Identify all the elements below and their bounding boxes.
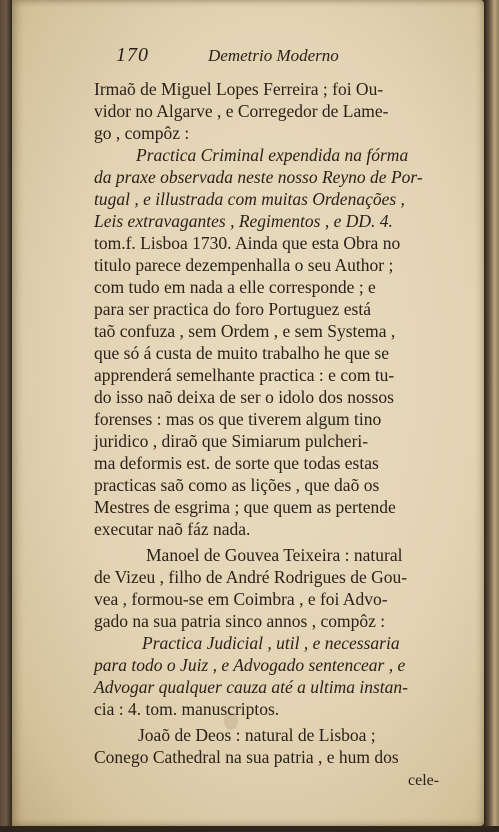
text-line: go , compôz : <box>94 123 190 143</box>
catchword: cele- <box>408 772 440 789</box>
text-line: Irmaõ de Miguel Lopes Ferreira ; foi Ou- <box>94 79 384 99</box>
text-line: vea , formou-se em Coimbra , e foi Advo- <box>94 589 388 609</box>
text-line: practicas saõ como as lições , que daõ os <box>94 475 380 495</box>
text-line: cia : 4. tom. manuscriptos. <box>94 699 280 719</box>
text-line: que só á custa de muito trabalho he que se <box>94 343 389 363</box>
text-line: Advogar qualquer cauza até a ultima instan- <box>94 677 409 697</box>
text-line: gado na sua patria sinco annos , compôz : <box>94 611 386 631</box>
text-line: Practica Criminal expendida na fórma <box>136 145 409 165</box>
text-line: para todo o Juiz , e Advogado sentencear , e <box>94 655 406 675</box>
text-line: executar naõ fáz nada. <box>94 519 251 539</box>
text-line: Joaõ de Deos : natural de Lisboa ; <box>138 725 376 745</box>
text-line: taõ confuza , sem Ordem , e sem Systema , <box>94 321 396 341</box>
text-line: Practica Judicial , util , e necessaria <box>142 633 400 653</box>
text-line: do isso naõ deixa de ser o idolo dos nossos <box>94 387 394 407</box>
page-edge <box>484 0 499 832</box>
scan-border <box>0 826 499 832</box>
text-line: forenses : mas os que tiverem algum tino <box>94 409 382 429</box>
text-line: Leis extravagantes , Regimentos , e DD. 4. <box>94 211 393 231</box>
page-header <box>86 30 454 64</box>
text-line: vidor no Algarve , e Corregedor de Lame- <box>94 101 389 121</box>
text-line: titulo parece dezempenhalla o seu Author ; <box>94 255 394 275</box>
text-line: ma deformis est. de sorte que todas estas <box>94 453 379 473</box>
text-line: Conego Cathedral na sua patria , e hum dos <box>94 747 399 767</box>
page-number: 170 <box>116 44 149 66</box>
text-line: para ser practica do foro Portuguez está <box>94 299 371 319</box>
text-line: de Vizeu , filho de André Rodrigues de Gou- <box>94 567 408 587</box>
text-line: juridico , diraõ que Simiarum pulcheri- <box>94 431 369 451</box>
text-line: tugal , e illustrada com muitas Ordenações , <box>94 189 405 209</box>
text-line: apprenderá semelhante practica : e com tu- <box>94 365 395 385</box>
running-head: Demetrio Moderno <box>208 46 339 65</box>
text-line: com tudo em nada a elle corresponde ; e <box>94 277 376 297</box>
text-line: da praxe observada neste nosso Reyno de Por- <box>94 167 423 187</box>
text-line: tom.f. Lisboa 1730. Ainda que esta Obra no <box>94 233 401 253</box>
text-line: Manoel de Gouvea Teixeira : natural <box>146 545 403 565</box>
text-line: Mestres de esgrima ; que quem as pertende <box>94 497 396 517</box>
page-content <box>86 30 454 789</box>
